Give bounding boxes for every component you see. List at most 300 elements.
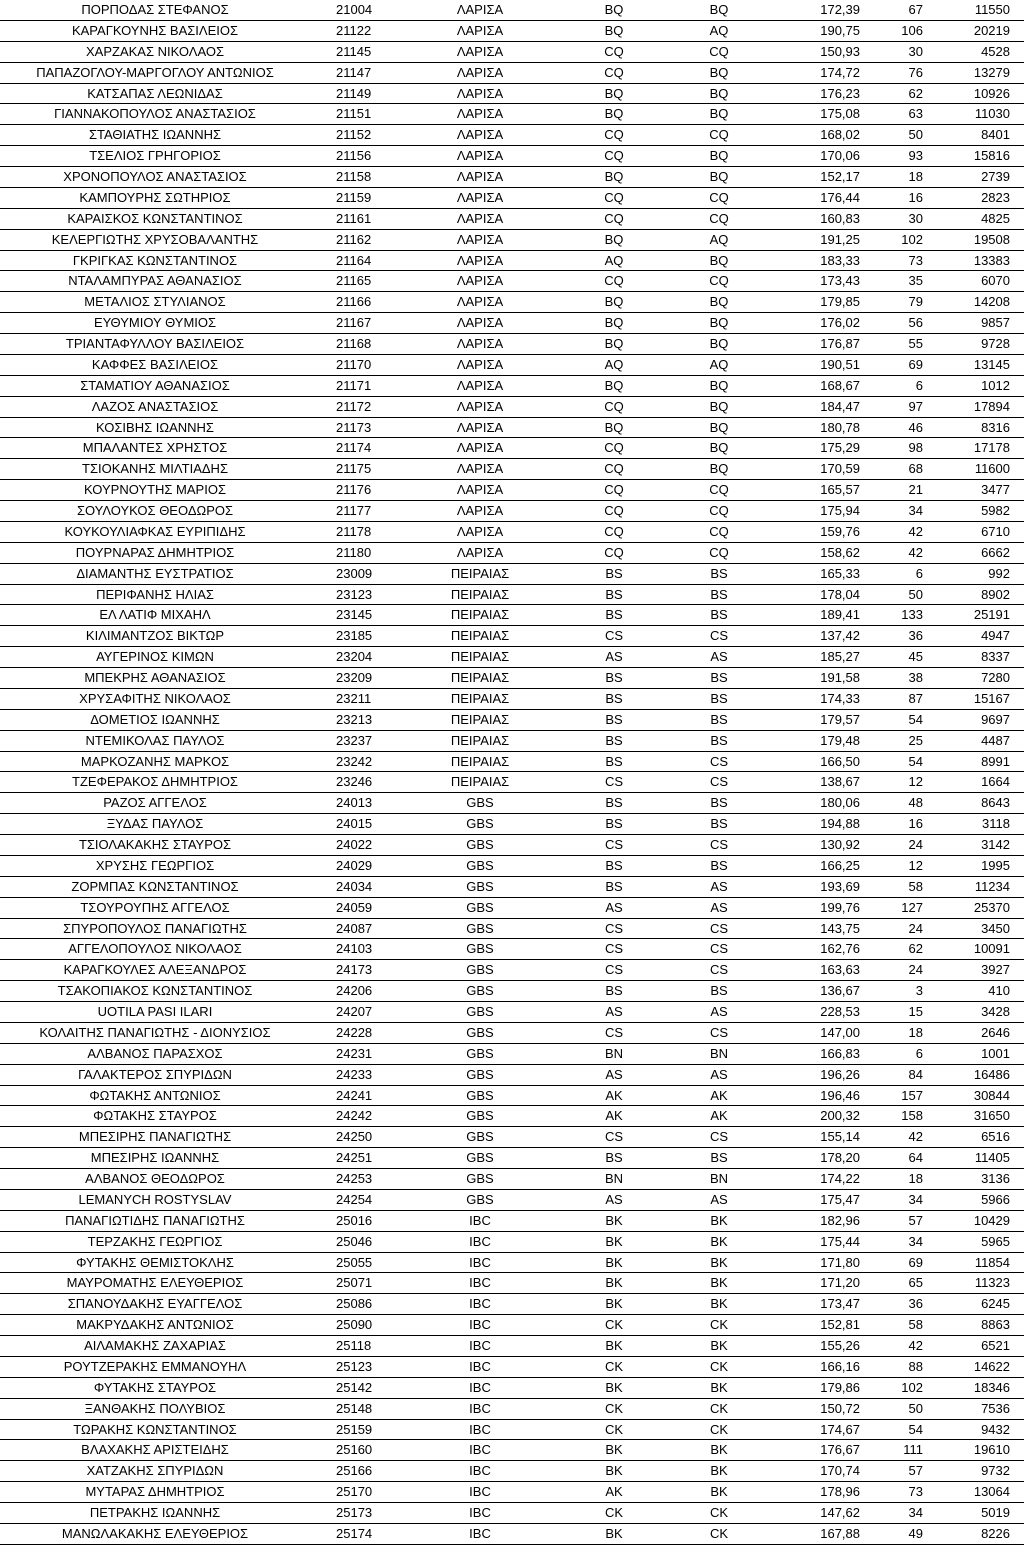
athlete-code-cell: 21176: [310, 480, 400, 501]
total-cell: 6070: [923, 271, 1024, 292]
athlete-name-cell: ΚΑΡΑΓΚΟΥΝΗΣ ΒΑΣΙΛΕΙΟΣ: [0, 20, 310, 41]
athlete-code-cell: 23211: [310, 688, 400, 709]
total-cell: 5966: [923, 1189, 1024, 1210]
category-b-cell: AS: [668, 1002, 770, 1023]
score-cell: 163,63: [770, 960, 860, 981]
score-cell: 185,27: [770, 647, 860, 668]
category-a-cell: BK: [560, 1252, 668, 1273]
table-row: [0, 1106, 1024, 1127]
athlete-code-cell: 21152: [310, 125, 400, 146]
category-a-cell: AK: [560, 1085, 668, 1106]
score-cell: 150,72: [770, 1398, 860, 1419]
category-b-cell: BS: [668, 793, 770, 814]
count-cell: 158: [860, 1106, 923, 1127]
score-cell: 174,67: [770, 1419, 860, 1440]
score-cell: 175,47: [770, 1189, 860, 1210]
table-row: [0, 62, 1024, 83]
table-row: [0, 187, 1024, 208]
table-row: [0, 647, 1024, 668]
total-cell: 19508: [923, 229, 1024, 250]
club-city-cell: IBC: [400, 1210, 560, 1231]
club-city-cell: IBC: [400, 1377, 560, 1398]
count-cell: 25: [860, 730, 923, 751]
athlete-code-cell: 21170: [310, 354, 400, 375]
category-b-cell: BQ: [668, 83, 770, 104]
category-a-cell: BQ: [560, 417, 668, 438]
count-cell: 67: [860, 0, 923, 20]
count-cell: 106: [860, 20, 923, 41]
category-a-cell: CS: [560, 939, 668, 960]
score-cell: 174,22: [770, 1169, 860, 1190]
category-b-cell: CQ: [668, 125, 770, 146]
club-city-cell: ΛΑΡΙΣΑ: [400, 438, 560, 459]
score-cell: 159,76: [770, 521, 860, 542]
club-city-cell: GBS: [400, 1064, 560, 1085]
count-cell: 36: [860, 1294, 923, 1315]
athlete-code-cell: 21159: [310, 187, 400, 208]
athlete-code-cell: 23009: [310, 563, 400, 584]
club-city-cell: GBS: [400, 1189, 560, 1210]
total-cell: 2646: [923, 1022, 1024, 1043]
category-b-cell: BQ: [668, 396, 770, 417]
score-cell: 170,59: [770, 459, 860, 480]
count-cell: 157: [860, 1085, 923, 1106]
table-row: [0, 730, 1024, 751]
total-cell: 6516: [923, 1127, 1024, 1148]
count-cell: 48: [860, 793, 923, 814]
count-cell: 76: [860, 62, 923, 83]
category-b-cell: CK: [668, 1356, 770, 1377]
total-cell: 6662: [923, 542, 1024, 563]
total-cell: 11550: [923, 0, 1024, 20]
athlete-code-cell: 25166: [310, 1461, 400, 1482]
athlete-code-cell: 24254: [310, 1189, 400, 1210]
count-cell: 87: [860, 688, 923, 709]
total-cell: 16486: [923, 1064, 1024, 1085]
athlete-name-cell: ΣΤΑΘΙΑΤΗΣ ΙΩΑΝΝΗΣ: [0, 125, 310, 146]
total-cell: 1664: [923, 772, 1024, 793]
total-cell: 8991: [923, 751, 1024, 772]
total-cell: 9732: [923, 1461, 1024, 1482]
athlete-name-cell: LEMANYCH ROSTYSLAV: [0, 1189, 310, 1210]
count-cell: 65: [860, 1273, 923, 1294]
count-cell: 24: [860, 960, 923, 981]
score-cell: 196,46: [770, 1085, 860, 1106]
table-row: [0, 542, 1024, 563]
athlete-code-cell: 21158: [310, 167, 400, 188]
table-row: [0, 271, 1024, 292]
category-a-cell: CS: [560, 835, 668, 856]
table-row: [0, 375, 1024, 396]
score-cell: 176,02: [770, 313, 860, 334]
count-cell: 12: [860, 855, 923, 876]
category-b-cell: BK: [668, 1231, 770, 1252]
athlete-name-cell: ΞΑΝΘΑΚΗΣ ΠΟΛΥΒΙΟΣ: [0, 1398, 310, 1419]
category-b-cell: BS: [668, 605, 770, 626]
total-cell: 9432: [923, 1419, 1024, 1440]
table-row: [0, 1127, 1024, 1148]
count-cell: 12: [860, 772, 923, 793]
athlete-name-cell: ΚΑΦΦΕΣ ΒΑΣΙΛΕΙΟΣ: [0, 354, 310, 375]
category-b-cell: BN: [668, 1043, 770, 1064]
total-cell: 7536: [923, 1398, 1024, 1419]
category-a-cell: BS: [560, 981, 668, 1002]
category-a-cell: CQ: [560, 521, 668, 542]
category-b-cell: CQ: [668, 542, 770, 563]
club-city-cell: IBC: [400, 1252, 560, 1273]
athlete-code-cell: 21145: [310, 41, 400, 62]
athlete-code-cell: 25055: [310, 1252, 400, 1273]
total-cell: 3118: [923, 814, 1024, 835]
category-a-cell: CQ: [560, 396, 668, 417]
athlete-code-cell: 24034: [310, 876, 400, 897]
athlete-code-cell: 24087: [310, 918, 400, 939]
count-cell: 69: [860, 1252, 923, 1273]
athlete-code-cell: 24015: [310, 814, 400, 835]
score-cell: 190,51: [770, 354, 860, 375]
count-cell: 97: [860, 396, 923, 417]
total-cell: 10429: [923, 1210, 1024, 1231]
category-a-cell: CQ: [560, 542, 668, 563]
category-b-cell: CK: [668, 1503, 770, 1524]
score-cell: 178,96: [770, 1482, 860, 1503]
category-a-cell: CQ: [560, 41, 668, 62]
score-cell: 179,85: [770, 292, 860, 313]
total-cell: 15167: [923, 688, 1024, 709]
athlete-code-cell: 21174: [310, 438, 400, 459]
score-cell: 147,00: [770, 1022, 860, 1043]
category-b-cell: AS: [668, 897, 770, 918]
table-row: [0, 83, 1024, 104]
athlete-code-cell: 21168: [310, 334, 400, 355]
score-cell: 170,06: [770, 146, 860, 167]
club-city-cell: ΛΑΡΙΣΑ: [400, 146, 560, 167]
club-city-cell: ΛΑΡΙΣΑ: [400, 0, 560, 20]
club-city-cell: ΠΕΙΡΑΙΑΣ: [400, 563, 560, 584]
count-cell: 18: [860, 1022, 923, 1043]
athlete-name-cell: ΧΑΤΖΑΚΗΣ ΣΠΥΡΙΔΩΝ: [0, 1461, 310, 1482]
count-cell: 6: [860, 563, 923, 584]
total-cell: 1995: [923, 855, 1024, 876]
category-a-cell: BK: [560, 1273, 668, 1294]
club-city-cell: GBS: [400, 835, 560, 856]
count-cell: 38: [860, 668, 923, 689]
category-a-cell: CQ: [560, 459, 668, 480]
club-city-cell: GBS: [400, 1085, 560, 1106]
club-city-cell: IBC: [400, 1503, 560, 1524]
athlete-code-cell: 25046: [310, 1231, 400, 1252]
count-cell: 58: [860, 876, 923, 897]
club-city-cell: IBC: [400, 1356, 560, 1377]
count-cell: 50: [860, 125, 923, 146]
total-cell: 3477: [923, 480, 1024, 501]
club-city-cell: ΛΑΡΙΣΑ: [400, 396, 560, 417]
count-cell: 62: [860, 83, 923, 104]
category-a-cell: BQ: [560, 167, 668, 188]
category-b-cell: BK: [668, 1336, 770, 1357]
total-cell: 30844: [923, 1085, 1024, 1106]
athlete-code-cell: 23237: [310, 730, 400, 751]
athlete-code-cell: 25170: [310, 1482, 400, 1503]
score-cell: 194,88: [770, 814, 860, 835]
count-cell: 42: [860, 542, 923, 563]
club-city-cell: IBC: [400, 1398, 560, 1419]
athlete-code-cell: 23213: [310, 709, 400, 730]
count-cell: 55: [860, 334, 923, 355]
table-row: [0, 229, 1024, 250]
athlete-code-cell: 24022: [310, 835, 400, 856]
count-cell: 73: [860, 250, 923, 271]
category-b-cell: CS: [668, 772, 770, 793]
athlete-name-cell: ΚΑΜΠΟΥΡΗΣ ΣΩΤΗΡΙΟΣ: [0, 187, 310, 208]
category-b-cell: CS: [668, 1127, 770, 1148]
category-a-cell: CQ: [560, 146, 668, 167]
club-city-cell: GBS: [400, 939, 560, 960]
club-city-cell: GBS: [400, 876, 560, 897]
category-a-cell: BK: [560, 1461, 668, 1482]
category-a-cell: BS: [560, 793, 668, 814]
club-city-cell: IBC: [400, 1440, 560, 1461]
category-a-cell: AQ: [560, 250, 668, 271]
athlete-name-cell: ΦΥΤΑΚΗΣ ΣΤΑΥΡΟΣ: [0, 1377, 310, 1398]
total-cell: 1001: [923, 1043, 1024, 1064]
category-b-cell: CK: [668, 1315, 770, 1336]
category-a-cell: BN: [560, 1169, 668, 1190]
athlete-name-cell: ΔΟΜΕΤΙΟΣ ΙΩΑΝΝΗΣ: [0, 709, 310, 730]
athlete-code-cell: 24173: [310, 960, 400, 981]
count-cell: 21: [860, 480, 923, 501]
category-b-cell: CQ: [668, 187, 770, 208]
total-cell: 20219: [923, 20, 1024, 41]
table-row: [0, 1064, 1024, 1085]
total-cell: 9728: [923, 334, 1024, 355]
score-cell: 170,74: [770, 1461, 860, 1482]
athlete-name-cell: ΧΡΟΝΟΠΟΥΛΟΣ ΑΝΑΣΤΑΣΙΟΣ: [0, 167, 310, 188]
total-cell: 14622: [923, 1356, 1024, 1377]
table-row: [0, 751, 1024, 772]
score-cell: 143,75: [770, 918, 860, 939]
category-b-cell: CS: [668, 1022, 770, 1043]
category-a-cell: BQ: [560, 104, 668, 125]
table-row: [0, 167, 1024, 188]
category-b-cell: CS: [668, 960, 770, 981]
total-cell: 3927: [923, 960, 1024, 981]
athlete-name-cell: ΦΥΤΑΚΗΣ ΘΕΜΙΣΤΟΚΛΗΣ: [0, 1252, 310, 1273]
score-cell: 182,96: [770, 1210, 860, 1231]
athlete-name-cell: ΠΑΠΑΖΟΓΛΟΥ-ΜΑΡΓΟΓΛΟΥ ΑΝΤΩΝΙΟΣ: [0, 62, 310, 83]
club-city-cell: ΛΑΡΙΣΑ: [400, 542, 560, 563]
category-a-cell: CQ: [560, 208, 668, 229]
athlete-name-cell: ΕΛ ΛΑΤΙΦ ΜΙΧΑΗΛ: [0, 605, 310, 626]
total-cell: 8316: [923, 417, 1024, 438]
club-city-cell: IBC: [400, 1294, 560, 1315]
total-cell: 13064: [923, 1482, 1024, 1503]
score-cell: 180,78: [770, 417, 860, 438]
total-cell: 8643: [923, 793, 1024, 814]
category-b-cell: BQ: [668, 417, 770, 438]
category-b-cell: BQ: [668, 459, 770, 480]
category-b-cell: AK: [668, 1106, 770, 1127]
count-cell: 54: [860, 751, 923, 772]
count-cell: 54: [860, 1419, 923, 1440]
athlete-name-cell: ΧΡΥΣΑΦΙΤΗΣ ΝΙΚΟΛΑΟΣ: [0, 688, 310, 709]
athlete-code-cell: 24206: [310, 981, 400, 1002]
athlete-code-cell: 25118: [310, 1336, 400, 1357]
score-cell: 178,20: [770, 1148, 860, 1169]
category-b-cell: BK: [668, 1210, 770, 1231]
score-cell: 152,81: [770, 1315, 860, 1336]
athlete-code-cell: 25174: [310, 1523, 400, 1544]
count-cell: 111: [860, 1440, 923, 1461]
count-cell: 62: [860, 939, 923, 960]
total-cell: 3142: [923, 835, 1024, 856]
category-b-cell: CS: [668, 939, 770, 960]
category-b-cell: AQ: [668, 354, 770, 375]
score-cell: 162,76: [770, 939, 860, 960]
count-cell: 6: [860, 1043, 923, 1064]
category-a-cell: CS: [560, 918, 668, 939]
club-city-cell: GBS: [400, 1127, 560, 1148]
table-row: [0, 208, 1024, 229]
total-cell: 13383: [923, 250, 1024, 271]
table-row: [0, 1002, 1024, 1023]
athlete-name-cell: ΑΙΛΑΜΑΚΗΣ ΖΑΧΑΡΙΑΣ: [0, 1336, 310, 1357]
score-cell: 179,48: [770, 730, 860, 751]
athlete-name-cell: ΜΕΤΑΛΙΟΣ ΣΤΥΛΙΑΝΟΣ: [0, 292, 310, 313]
score-cell: 138,67: [770, 772, 860, 793]
total-cell: 8401: [923, 125, 1024, 146]
athlete-name-cell: ΜΠΕΚΡΗΣ ΑΘΑΝΑΣΙΟΣ: [0, 668, 310, 689]
score-cell: 191,25: [770, 229, 860, 250]
athlete-name-cell: ΚΟΥΡΝΟΥΤΗΣ ΜΑΡΙΟΣ: [0, 480, 310, 501]
total-cell: 5965: [923, 1231, 1024, 1252]
athlete-name-cell: ΚΕΛΕΡΓΙΩΤΗΣ ΧΡΥΣΟΒΑΛΑΝΤΗΣ: [0, 229, 310, 250]
category-b-cell: CS: [668, 626, 770, 647]
count-cell: 102: [860, 1377, 923, 1398]
category-a-cell: BS: [560, 584, 668, 605]
athlete-name-cell: ΖΟΡΜΠΑΣ ΚΩΝΣΤΑΝΤΙΝΟΣ: [0, 876, 310, 897]
category-a-cell: CK: [560, 1419, 668, 1440]
club-city-cell: GBS: [400, 1148, 560, 1169]
score-cell: 173,43: [770, 271, 860, 292]
total-cell: 7280: [923, 668, 1024, 689]
athlete-name-cell: UOTILA PASI ILARI: [0, 1002, 310, 1023]
category-b-cell: AS: [668, 647, 770, 668]
category-a-cell: CQ: [560, 187, 668, 208]
category-b-cell: AK: [668, 1085, 770, 1106]
athlete-name-cell: ΚΑΤΣΑΠΑΣ ΛΕΩΝΙΔΑΣ: [0, 83, 310, 104]
table-row: [0, 981, 1024, 1002]
club-city-cell: GBS: [400, 1043, 560, 1064]
athlete-name-cell: ΤΣΙΟΛΑΚΑΚΗΣ ΣΤΑΥΡΟΣ: [0, 835, 310, 856]
club-city-cell: ΛΑΡΙΣΑ: [400, 417, 560, 438]
category-a-cell: CK: [560, 1315, 668, 1336]
total-cell: 11323: [923, 1273, 1024, 1294]
count-cell: 133: [860, 605, 923, 626]
club-city-cell: ΛΑΡΙΣΑ: [400, 271, 560, 292]
category-a-cell: CS: [560, 1127, 668, 1148]
athlete-name-cell: ΤΖΕΦΕΡΑΚΟΣ ΔΗΜΗΤΡΙΟΣ: [0, 772, 310, 793]
score-cell: 183,33: [770, 250, 860, 271]
category-a-cell: CQ: [560, 438, 668, 459]
score-cell: 175,44: [770, 1231, 860, 1252]
total-cell: 3136: [923, 1169, 1024, 1190]
table-row: [0, 1419, 1024, 1440]
score-cell: 155,14: [770, 1127, 860, 1148]
category-a-cell: BQ: [560, 83, 668, 104]
score-cell: 179,57: [770, 709, 860, 730]
total-cell: 3428: [923, 1002, 1024, 1023]
category-b-cell: BQ: [668, 104, 770, 125]
category-b-cell: BQ: [668, 62, 770, 83]
category-b-cell: BK: [668, 1377, 770, 1398]
total-cell: 10926: [923, 83, 1024, 104]
count-cell: 18: [860, 1169, 923, 1190]
count-cell: 64: [860, 1148, 923, 1169]
club-city-cell: IBC: [400, 1231, 560, 1252]
count-cell: 6: [860, 375, 923, 396]
category-b-cell: BS: [668, 709, 770, 730]
athlete-code-cell: 25086: [310, 1294, 400, 1315]
count-cell: 56: [860, 313, 923, 334]
table-row: [0, 0, 1024, 20]
athlete-name-cell: ΚΟΥΚΟΥΛΙΑΦΚΑΣ ΕΥΡΙΠΙΔΗΣ: [0, 521, 310, 542]
athlete-code-cell: 25123: [310, 1356, 400, 1377]
count-cell: 45: [860, 647, 923, 668]
table-row: [0, 1377, 1024, 1398]
total-cell: 19610: [923, 1440, 1024, 1461]
score-cell: 172,39: [770, 0, 860, 20]
athlete-code-cell: 24231: [310, 1043, 400, 1064]
category-a-cell: AS: [560, 647, 668, 668]
athlete-name-cell: ΠΕΡΙΦΑΝΗΣ ΗΛΙΑΣ: [0, 584, 310, 605]
category-a-cell: BK: [560, 1210, 668, 1231]
count-cell: 79: [860, 292, 923, 313]
club-city-cell: GBS: [400, 897, 560, 918]
club-city-cell: IBC: [400, 1273, 560, 1294]
athlete-code-cell: 21156: [310, 146, 400, 167]
count-cell: 34: [860, 1189, 923, 1210]
total-cell: 410: [923, 981, 1024, 1002]
table-row: [0, 313, 1024, 334]
table-row: [0, 125, 1024, 146]
table-row: [0, 501, 1024, 522]
athlete-name-cell: ΜΑΚΡΥΔΑΚΗΣ ΑΝΤΩΝΙΟΣ: [0, 1315, 310, 1336]
count-cell: 3: [860, 981, 923, 1002]
club-city-cell: GBS: [400, 855, 560, 876]
category-a-cell: BQ: [560, 375, 668, 396]
athlete-name-cell: ΤΣΙΟΚΑΝΗΣ ΜΙΛΤΙΑΔΗΣ: [0, 459, 310, 480]
athlete-name-cell: ΤΣΟΥΡΟΥΠΗΣ ΑΓΓΕΛΟΣ: [0, 897, 310, 918]
category-a-cell: AK: [560, 1482, 668, 1503]
category-b-cell: BS: [668, 855, 770, 876]
count-cell: 98: [860, 438, 923, 459]
count-cell: 42: [860, 1336, 923, 1357]
category-a-cell: CQ: [560, 480, 668, 501]
club-city-cell: ΠΕΙΡΑΙΑΣ: [400, 751, 560, 772]
category-a-cell: BQ: [560, 334, 668, 355]
club-city-cell: ΛΑΡΙΣΑ: [400, 334, 560, 355]
score-cell: 196,26: [770, 1064, 860, 1085]
club-city-cell: ΠΕΙΡΑΙΑΣ: [400, 647, 560, 668]
score-cell: 130,92: [770, 835, 860, 856]
table-row: [0, 1252, 1024, 1273]
total-cell: 3450: [923, 918, 1024, 939]
score-cell: 150,93: [770, 41, 860, 62]
club-city-cell: ΛΑΡΙΣΑ: [400, 187, 560, 208]
count-cell: 30: [860, 41, 923, 62]
total-cell: 31650: [923, 1106, 1024, 1127]
